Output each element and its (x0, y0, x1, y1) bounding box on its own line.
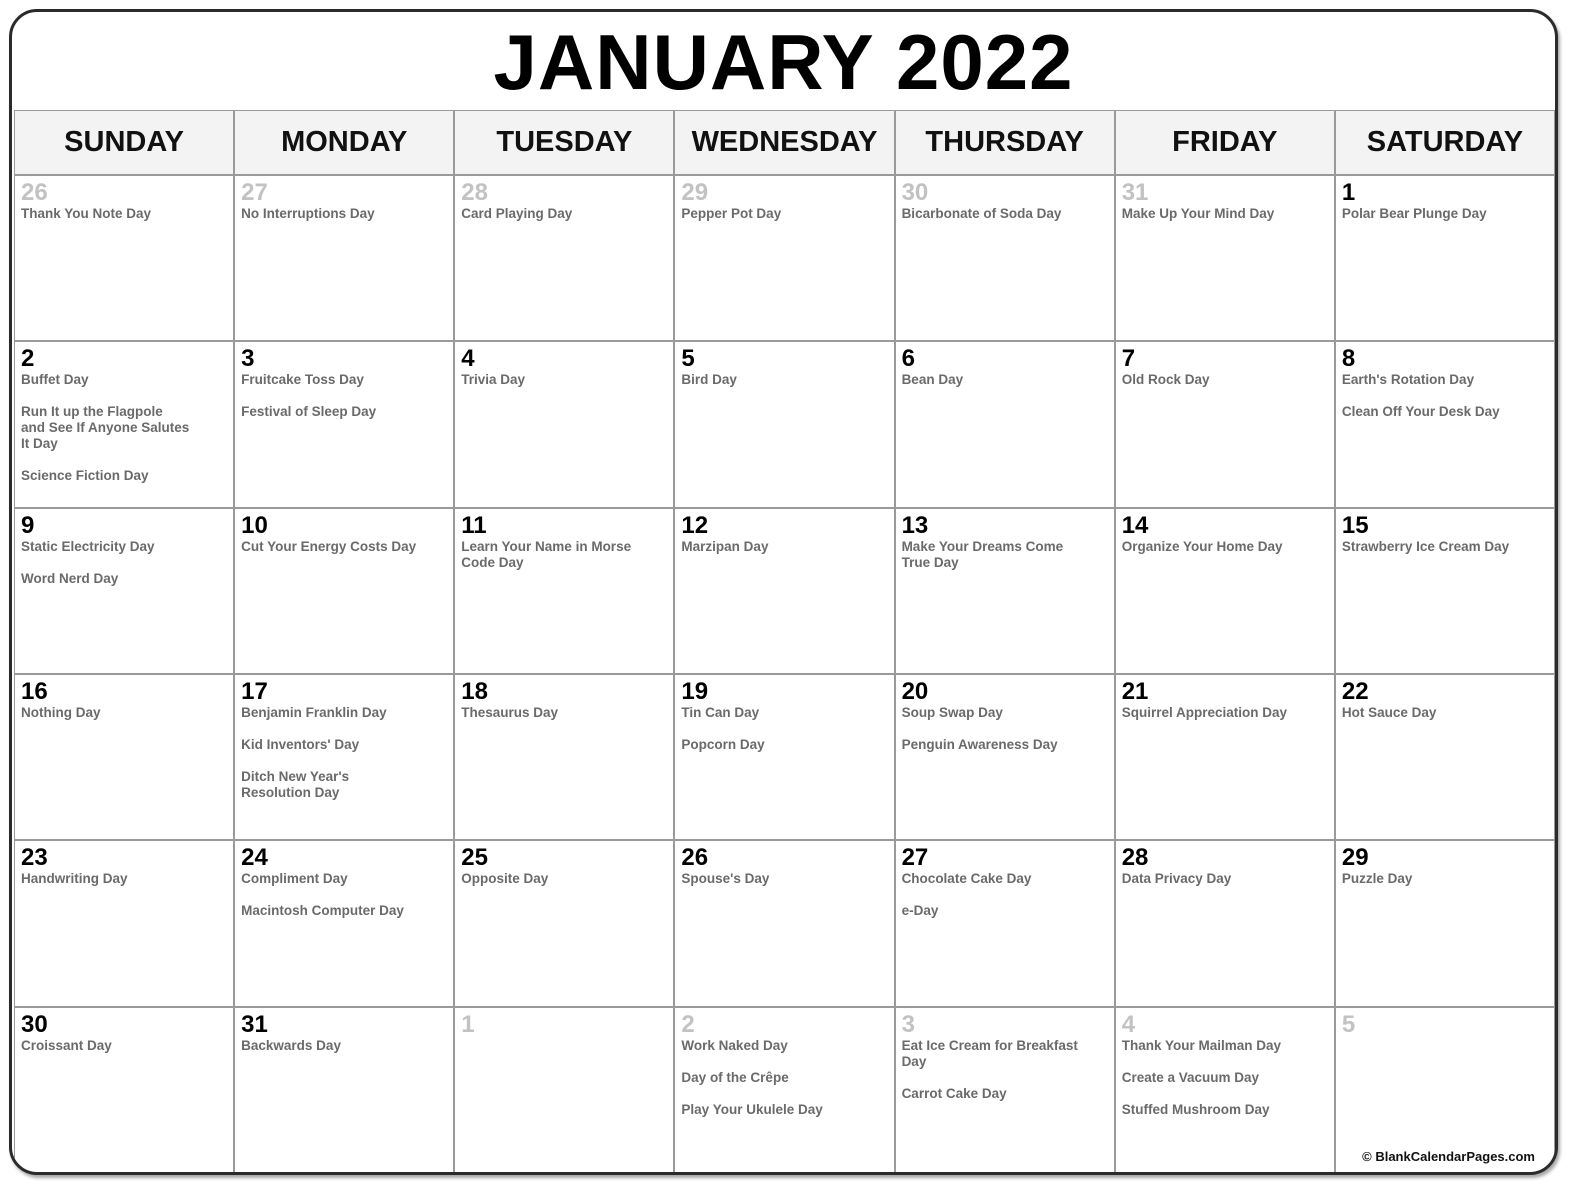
holiday-label: Handwriting Day (21, 871, 128, 887)
day-number: 26 (21, 179, 48, 206)
day-number: 3 (901, 1010, 915, 1038)
holiday-label: Day of the Crêpe (681, 1069, 789, 1085)
weekday-header-sunday: SUNDAY (14, 110, 234, 175)
day-cell[interactable] (895, 674, 1115, 840)
day-cell[interactable] (674, 840, 894, 1006)
day-number: 16 (21, 677, 48, 705)
holiday-label: Bird Day (681, 372, 737, 388)
day-cell[interactable] (1335, 508, 1555, 674)
holiday-label: Buffet Day (21, 372, 89, 388)
holiday-label: Science Fiction Day (21, 468, 149, 484)
day-cell[interactable] (1115, 508, 1335, 674)
day-number: 27 (241, 179, 268, 206)
holiday-label: Earth's Rotation Day (1341, 372, 1475, 388)
holiday-label: Bicarbonate of Soda Day (901, 206, 1062, 221)
day-cell[interactable] (1335, 674, 1555, 840)
holiday-label: Soup Swap Day (901, 704, 1003, 720)
day-cell[interactable] (674, 341, 894, 507)
calendar-frame (9, 9, 1558, 1175)
day-cell[interactable] (454, 1007, 674, 1173)
holiday-label: Card Playing Day (461, 206, 573, 221)
weekday-header-monday: MONDAY (234, 110, 454, 175)
day-cell[interactable] (454, 674, 674, 840)
day-number: 30 (21, 1010, 48, 1038)
day-number: 1 (1341, 179, 1356, 206)
holiday-label: Pepper Pot Day (681, 206, 782, 221)
holiday-label: Carrot Cake Day (901, 1085, 1007, 1101)
day-cell[interactable] (234, 840, 454, 1006)
holiday-label: Cut Your Energy Costs Day (241, 538, 417, 554)
day-number: 31 (241, 1010, 268, 1038)
day-cell[interactable] (895, 1007, 1115, 1173)
holiday-label: Thank You Note Day (21, 206, 152, 221)
day-number: 4 (1121, 1010, 1136, 1038)
day-cell[interactable] (674, 175, 894, 341)
holiday-label: Eat Ice Cream for Breakfast Day (901, 1037, 1078, 1069)
weekday-header-saturday: SATURDAY (1335, 110, 1555, 175)
holiday-label: Hot Sauce Day (1341, 704, 1437, 720)
holiday-label: Opposite Day (461, 871, 549, 887)
day-number: 7 (1121, 345, 1136, 373)
calendar-title: JANUARY 2022 (493, 17, 1074, 106)
day-cell[interactable] (234, 175, 454, 341)
holiday-label: Bean Day (901, 372, 964, 388)
holiday-label: Compliment Day (241, 871, 348, 887)
day-cell[interactable] (895, 840, 1115, 1006)
holiday-label: Polar Bear Plunge Day (1341, 206, 1487, 221)
day-cell[interactable] (14, 840, 234, 1006)
holiday-label: Chocolate Cake Day (901, 871, 1032, 887)
holiday-label: Word Nerd Day (21, 570, 119, 586)
day-number: 26 (681, 844, 709, 872)
day-number: 18 (461, 677, 488, 705)
day-number: 5 (681, 345, 695, 373)
holiday-label: Penguin Awareness Day (901, 736, 1058, 752)
day-cell[interactable] (14, 175, 234, 341)
holiday-label: Strawberry Ice Cream Day (1341, 538, 1510, 554)
weekday-header-friday: FRIDAY (1115, 110, 1335, 175)
day-number: 29 (1341, 844, 1369, 872)
day-cell[interactable] (1115, 674, 1335, 840)
holiday-label: Data Privacy Day (1121, 871, 1232, 887)
holiday-label: Benjamin Franklin Day (241, 704, 387, 720)
holiday-label: Popcorn Day (681, 736, 765, 752)
day-number: 13 (901, 511, 929, 539)
day-cell[interactable] (234, 508, 454, 674)
day-cell[interactable] (454, 508, 674, 674)
day-number: 27 (901, 844, 929, 872)
day-number: 31 (1121, 179, 1149, 206)
holiday-label: Work Naked Day (681, 1037, 788, 1053)
day-number: 9 (21, 511, 35, 539)
holiday-label: Clean Off Your Desk Day (1341, 404, 1500, 420)
day-cell[interactable] (674, 508, 894, 674)
holiday-label: Marzipan Day (681, 538, 769, 554)
weekday-header-tuesday: TUESDAY (454, 110, 674, 175)
day-number: 17 (241, 677, 268, 705)
holiday-label: Nothing Day (21, 704, 101, 720)
day-cell[interactable] (895, 508, 1115, 674)
day-cell[interactable] (1335, 840, 1555, 1006)
day-cell[interactable] (1335, 341, 1555, 507)
holiday-label: Macintosh Computer Day (241, 903, 404, 919)
day-number: 12 (681, 511, 709, 539)
holiday-label: Static Electricity Day (21, 538, 155, 554)
day-number: 1 (461, 1010, 475, 1038)
day-cell[interactable] (234, 674, 454, 840)
holiday-label: Make Up Your Mind Day (1121, 206, 1275, 221)
day-number: 24 (241, 844, 268, 872)
holiday-label: No Interruptions Day (241, 206, 375, 221)
day-number: 11 (461, 511, 487, 539)
day-cell[interactable] (454, 341, 674, 507)
holiday-label: Play Your Ukulele Day (681, 1101, 823, 1117)
holiday-label: Festival of Sleep Day (241, 404, 377, 420)
day-cell[interactable] (1115, 175, 1335, 341)
holiday-label: Trivia Day (461, 372, 526, 388)
day-number: 3 (241, 345, 255, 373)
day-cell[interactable] (14, 341, 234, 507)
day-cell[interactable] (1115, 1007, 1335, 1173)
day-number: 25 (461, 844, 488, 872)
day-number: 28 (1121, 844, 1149, 872)
day-number: 15 (1341, 511, 1369, 539)
day-cell[interactable] (454, 175, 674, 341)
holiday-label: Ditch New Year's Resolution Day (241, 768, 350, 800)
day-number: 2 (21, 345, 35, 373)
day-number: 20 (901, 677, 929, 705)
day-number: 29 (681, 179, 709, 206)
holiday-label: Old Rock Day (1121, 372, 1210, 388)
day-number: 19 (681, 677, 709, 705)
holiday-label: Organize Your Home Day (1121, 538, 1283, 554)
holiday-label: Stuffed Mushroom Day (1121, 1101, 1270, 1117)
day-number: 21 (1121, 677, 1149, 705)
holiday-label: Create a Vacuum Day (1121, 1069, 1260, 1085)
holiday-label: Make Your Dreams Come True Day (901, 538, 1064, 570)
holiday-label: Fruitcake Toss Day (241, 372, 364, 388)
day-number: 8 (1341, 345, 1356, 373)
weekday-header-thursday: THURSDAY (895, 110, 1115, 175)
day-cell[interactable] (14, 1007, 234, 1173)
day-cell[interactable] (234, 341, 454, 507)
calendar-grid (14, 110, 1555, 1173)
day-cell[interactable] (895, 175, 1115, 341)
holiday-label: Backwards Day (241, 1037, 341, 1053)
day-number: 2 (681, 1010, 695, 1038)
holiday-label: Run It up the Flagpole and See If Anyone Salutes It Day (21, 404, 190, 452)
holiday-label: Croissant Day (21, 1037, 112, 1053)
day-cell[interactable] (14, 508, 234, 674)
holiday-label: Spouse's Day (681, 871, 770, 887)
holiday-label: Squirrel Appreciation Day (1121, 704, 1287, 720)
day-number: 30 (901, 179, 929, 206)
day-cell[interactable] (1115, 341, 1335, 507)
day-number: 22 (1341, 677, 1369, 705)
day-cell[interactable] (674, 1007, 894, 1173)
day-number: 6 (901, 345, 915, 373)
holiday-label: Tin Can Day (681, 704, 760, 720)
day-number: 23 (21, 844, 48, 872)
holiday-label: Thesaurus Day (461, 704, 559, 720)
day-cell[interactable] (454, 840, 674, 1006)
day-number: 4 (461, 345, 475, 373)
day-cell[interactable] (14, 674, 234, 840)
day-cell[interactable] (234, 1007, 454, 1173)
day-cell[interactable] (1115, 840, 1335, 1006)
holiday-label: Puzzle Day (1341, 871, 1413, 887)
day-number: 10 (241, 511, 268, 539)
day-number: 5 (1341, 1010, 1356, 1038)
holiday-label: e-Day (901, 903, 939, 919)
day-number: 14 (1121, 511, 1149, 539)
day-cell[interactable] (674, 674, 894, 840)
holiday-label: Learn Your Name in Morse Code Day (461, 538, 632, 570)
day-cell[interactable] (895, 341, 1115, 507)
day-number: 28 (461, 179, 488, 206)
copyright-notice: © BlankCalendarPages.com (1362, 1149, 1535, 1164)
holiday-label: Thank Your Mailman Day (1121, 1037, 1281, 1053)
weekday-header-wednesday: WEDNESDAY (674, 110, 894, 175)
holiday-label: Kid Inventors' Day (241, 736, 360, 752)
day-cell[interactable] (1335, 175, 1555, 341)
